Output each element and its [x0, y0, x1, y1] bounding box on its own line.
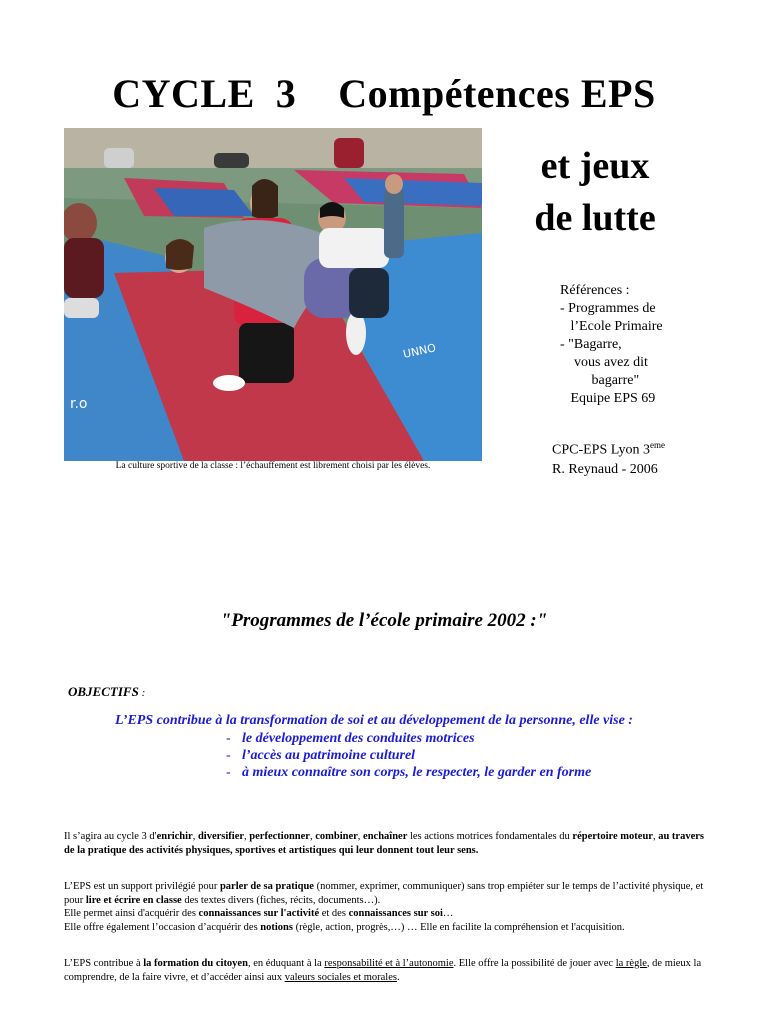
programmes-heading: "Programmes de l’école primaire 2002 :": [220, 610, 548, 631]
objectifs-label-text: OBJECTIFS: [68, 684, 139, 699]
credit-superscript: eme: [650, 440, 666, 450]
paragraph-line: Elle offre également l’occasion d’acquérir des notions (règle, action, progrès,…) … Elle en facilite la compréhension et l'acquisition.: [64, 921, 625, 933]
credit-line-2: R. Reynaud - 2006: [552, 461, 658, 477]
objectifs-intro: L’EPS contribue à la transformation de soi et au développement de la personne, elle vise :: [115, 713, 633, 728]
author-credit: [552, 436, 762, 479]
subtitle-line-2: de lutte: [534, 197, 656, 239]
objectifs-list: [226, 730, 591, 781]
list-item: - le développement des conduites motrices: [226, 731, 475, 746]
wrestling-photo: [64, 128, 482, 461]
paragraph-support: [64, 880, 714, 934]
references-line: - Programmes de: [560, 301, 656, 316]
paragraph-cycle3: Il s’agira au cycle 3 d'enrichir, diversifier, perfectionner, combiner, enchaîner les actions motrices fondamentales du répertoire moteur, au travers de la pratique des activités physiques, sportives et artistiques qui leur donnent tout leur sens.: [64, 831, 704, 856]
objectif-text: l’accès au patrimoine culturel: [242, 748, 416, 763]
objectif-text: le développement des conduites motrices: [242, 731, 475, 746]
mat-logo-text: UNNO: [401, 341, 438, 361]
paragraph-line: L’EPS est un support privilégié pour parler de sa pratique (nommer, exprimer, communiquer) sans trop empiéter sur le temps de l’activité physique, et pour lire et écrire en classe des textes divers (fiches, récits, documents…).: [64, 881, 704, 906]
references-line: - "Bagarre,: [560, 337, 622, 352]
page-subtitle: [510, 140, 680, 244]
references-line: l’Ecole Primaire: [560, 319, 663, 334]
credit-line-1: CPC-EPS Lyon 3: [552, 442, 651, 458]
objectif-text: à mieux connaître son corps, le respecter, le garder en forme: [242, 765, 592, 780]
list-item: - à mieux connaître son corps, le respecter, le garder en forme: [226, 765, 592, 780]
references-block: [560, 282, 760, 408]
references-line: vous avez dit: [560, 355, 648, 370]
objectifs-colon: :: [138, 687, 146, 699]
objectifs-label: [68, 684, 145, 700]
list-item: - l’accès au patrimoine culturel: [226, 748, 416, 763]
paragraph-line: Elle permet ainsi d'acquérir des connaissances sur l'activité et des connaissances sur soi…: [64, 908, 454, 919]
mat-logo-text-2: r.o: [70, 396, 88, 412]
references-line: Equipe EPS 69: [560, 391, 656, 406]
photo-illustration: [64, 128, 482, 461]
photo-caption: La culture sportive de la classe : l’échauffement est librement choisi par les élèves.: [115, 461, 431, 471]
paragraph-citoyen: L’EPS contribue à la formation du citoyen, en éduquant à la responsabilité et à l’autonomie. Elle offre la possibilité de jouer avec la règle, de mieux la comprendre, de la faire vivre, et d’accéder ainsi aux valeurs sociales et morales.: [64, 958, 702, 983]
references-line: bagarre": [560, 373, 640, 388]
subtitle-line-1: et jeux: [540, 145, 650, 187]
page-title: CYCLE 3 Compétences EPS: [112, 71, 656, 116]
references-line: Références :: [560, 283, 630, 298]
